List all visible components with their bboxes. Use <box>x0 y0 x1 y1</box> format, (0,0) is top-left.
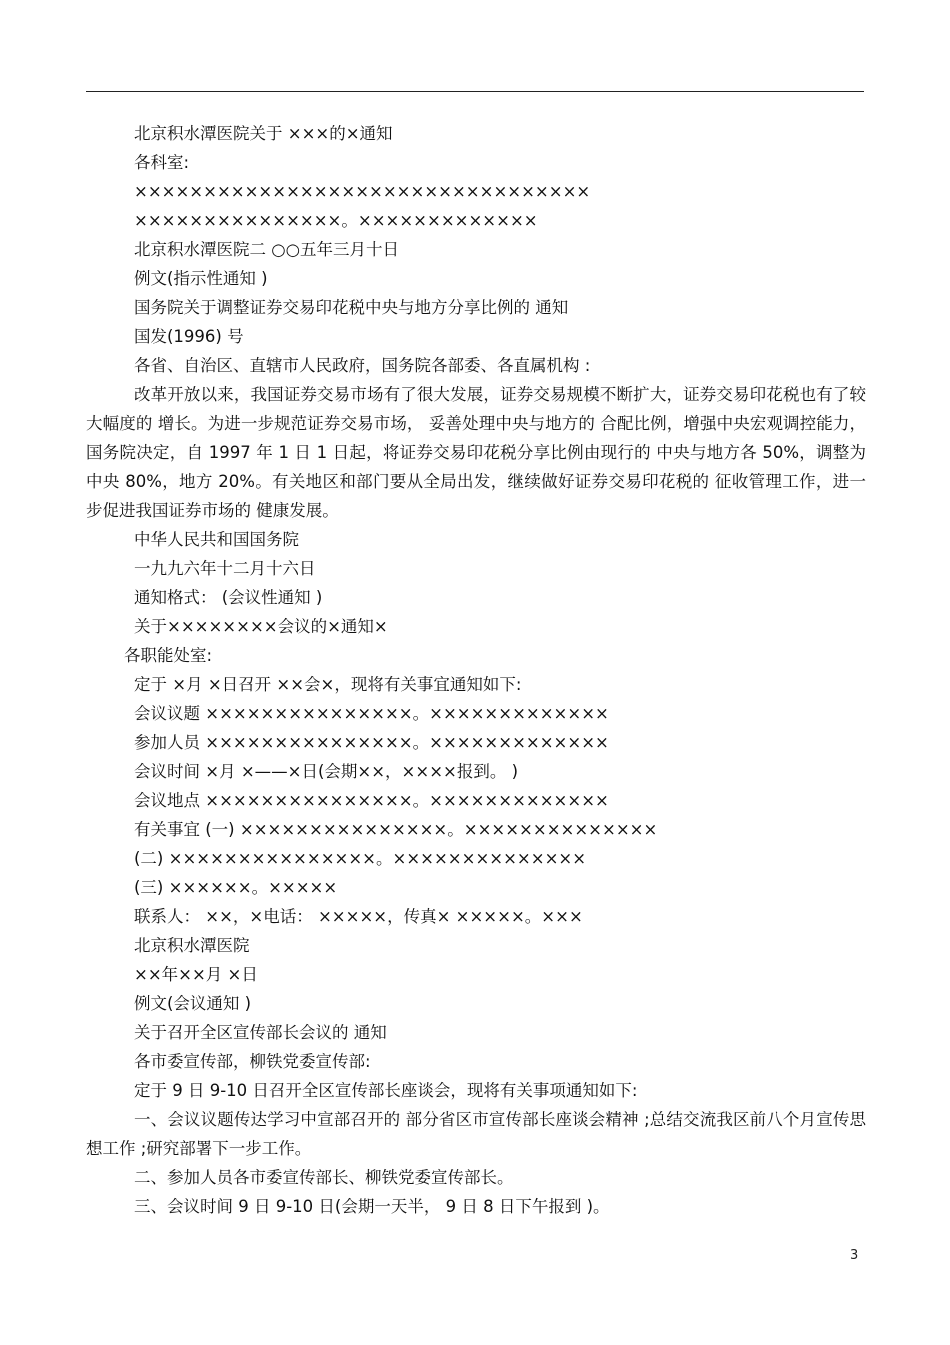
notice-title: 关于××××××××会议的×通知× <box>134 617 388 636</box>
meeting-time: 会议时间 ×月 ×——×日(会期××，××××报到。 ) <box>134 762 519 781</box>
notice-title: 关于召开全区宣传部长会议的 通知 <box>134 1023 387 1042</box>
signature-date: 北京积水潭医院二 ○○五年三月十日 <box>134 240 400 259</box>
document-number: 国发(1996) 号 <box>134 327 244 346</box>
addressee: 各职能处室: <box>124 646 213 665</box>
section-heading: 通知格式： (会议性通知 ) <box>134 588 323 607</box>
body-paragraph: 一、会议议题传达学习中宣部召开的 部分省区市宣传部长座谈会精神 ;总结交流我区前八个月宣传思想工作 ;研究部署下一步工作。 <box>86 1110 866 1158</box>
body-line: 二、参加人员各市委宣传部长、柳铁党委宣传部长。 <box>134 1168 514 1187</box>
notice-title: 北京积水潭医院关于 ×××的×通知 <box>134 124 393 143</box>
notice-title: 国务院关于调整证券交易印花税中央与地方分享比例的 通知 <box>134 298 569 317</box>
addressee: 各市委宣传部，柳铁党委宣传部: <box>134 1052 371 1071</box>
body-line: ×××××××××××××××。××××××××××××× <box>134 211 538 230</box>
addressee: 各科室: <box>134 153 190 172</box>
header-rule <box>86 91 864 92</box>
document-body <box>86 119 866 1221</box>
body-line: 定于 ×月 ×日召开 ××会×，现将有关事宜通知如下: <box>134 675 522 694</box>
body-paragraph: 改革开放以来，我国证券交易市场有了很大发展，证券交易规模不断扩大，证券交易印花税也有了较大幅度的 增长。为进一步规范证券交易市场， 妥善处理中央与地方的 合配比例，增强中央宏观调控能力，国务院决定，自 1997 年 1 日 1 日起，将证券交易印花税分享比例由现行的 中央与地方各 50%，调整为中央 80%，地方 20%。有关地区和部门要从全局出发，继续做好证券交易印花税的 征收管理工作，进一步促进我国证券市场的 健康发展。 <box>86 385 866 520</box>
contact-info: 联系人： ××，×电话： ×××××，传真× ×××××。××× <box>134 907 583 926</box>
related-matters: (三) ××××××。××××× <box>134 878 338 897</box>
meeting-attendees: 参加人员 ×××××××××××××××。××××××××××××× <box>134 733 609 752</box>
body-line: ××××××××××××××××××××××××××××××××× <box>134 182 591 201</box>
section-heading: 例文(指示性通知 ) <box>134 269 268 288</box>
issuer: 中华人民共和国国务院 <box>134 530 299 549</box>
addressee: 各省、自治区、直辖市人民政府，国务院各部委、各直属机构 : <box>134 356 591 375</box>
meeting-location: 会议地点 ×××××××××××××××。××××××××××××× <box>134 791 609 810</box>
page-number: 3 <box>850 1248 859 1263</box>
issue-date: ××年××月 ×日 <box>134 965 258 984</box>
body-line: 定于 9 日 9-10 日召开全区宣传部长座谈会，现将有关事项通知如下: <box>134 1081 638 1100</box>
section-heading: 例文(会议通知 ) <box>134 994 252 1013</box>
meeting-topic: 会议议题 ×××××××××××××××。××××××××××××× <box>134 704 609 723</box>
issuer: 北京积水潭医院 <box>134 936 250 955</box>
body-line: 三、会议时间 9 日 9-10 日(会期一天半， 9 日 8 日下午报到 )。 <box>134 1197 610 1216</box>
issue-date: 一九九六年十二月十六日 <box>134 559 316 578</box>
related-matters: (二) ×××××××××××××××。×××××××××××××× <box>134 849 587 868</box>
related-matters: 有关事宜 (一) ×××××××××××××××。×××××××××××××× <box>134 820 658 839</box>
